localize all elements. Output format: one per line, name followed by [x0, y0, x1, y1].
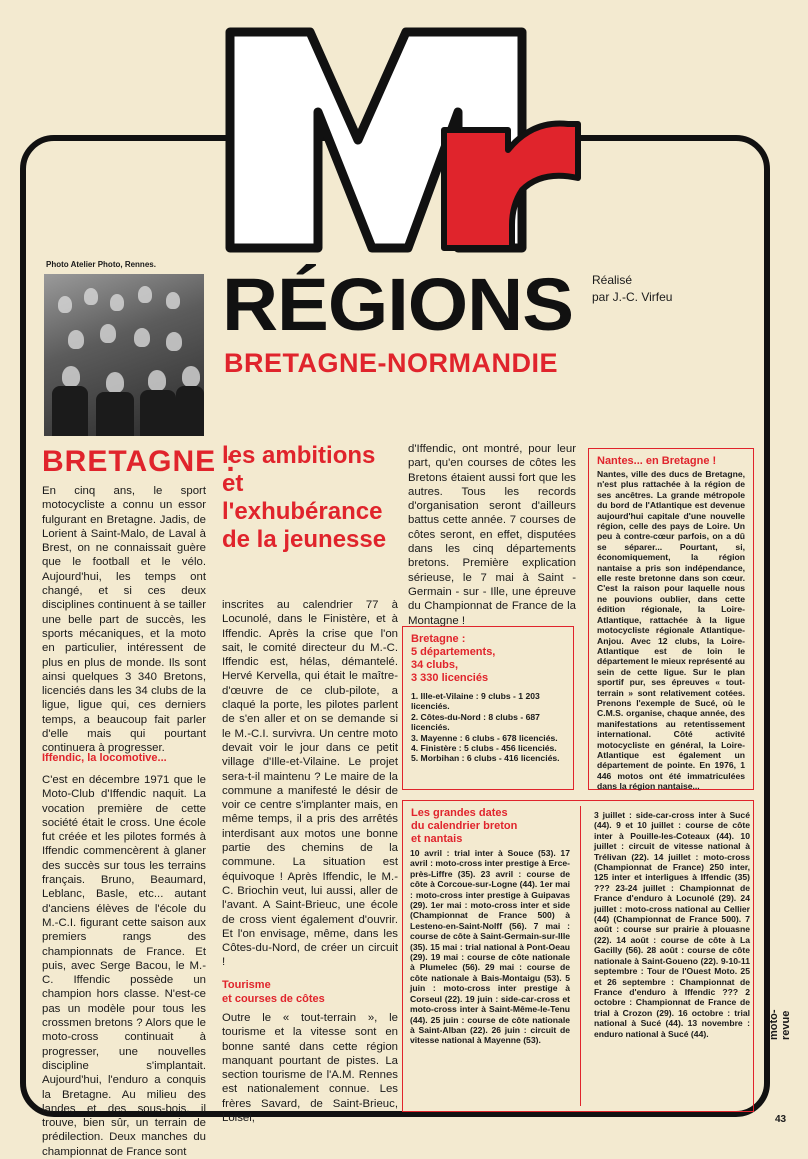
- stats-heading-line: 3 330 licenciés: [411, 672, 489, 684]
- region-subtitle: BRETAGNE-NORMANDIE: [224, 348, 558, 378]
- stats-item: 1. Ille-et-Vilaine : 9 clubs - 1 203 licenciés.: [411, 691, 540, 712]
- column2-paragraph: inscrites au calendrier 77 à Locunolé, dans le Finistère, et à Iffendic. Après la crise que l'on sait, le comité directeur du M.-C. Iffendic est, hélas, démantelé. Hervé Kervella, qui était le maître-d'œuvre de ce club-pilote, a claqué la porte, les pilotes parlent de s'en aller et on se demande si le M.-C.I. survivra. Un centre moto devait voir le jour dans ce petit village d'Ille-et-Vilaine. Le projet sera-t-il maintenu ? Le maire de la commune a manifesté le désir de voir ce centre s'implanter mais, en même temps, il a pris des arrêtés interdisant aux motos une bonne partie des chemins de la commune. La situation est équivoque ! Après Iffendic, le M.-C. Briochin veut, lui aussi, aller de l'avant. A Saint-Brieuc, une école de cross vient également d'ouvrir. Et l'on envisage, même, dans les Côtes-du-Nord, de créer un circuit !: [222, 599, 398, 969]
- page-number: 43: [775, 1114, 787, 1125]
- photo-credit: Photo Atelier Photo, Rennes.: [46, 260, 156, 269]
- tourisme-paragraph: Outre le « tout-terrain », le tourisme et la vitesse sont en bonne santé dans cette région manquant pourtant de pistes. La section tourisme de l'A.M. Rennes est nationalement connue. Les frères Savard, de Saint-Brieuc, Loisel,: [222, 1012, 398, 1125]
- magazine-name: moto-revue: [768, 1009, 792, 1040]
- stats-heading-line: 34 clubs,: [411, 659, 459, 671]
- subheading-line: et courses de côtes: [222, 993, 325, 1005]
- dates-divider: [580, 806, 581, 1106]
- dates-title-line: du calendrier breton: [411, 820, 518, 832]
- page-title: RÉGIONS: [222, 263, 573, 346]
- mr-logo: [222, 20, 584, 265]
- author-credit: [592, 272, 672, 306]
- section-title: BRETAGNE :: [42, 445, 237, 478]
- column3-paragraph: d'Iffendic, ont montré, pour leur part, qu'en courses de côtes les Bretons étaient aussi fort que les autres. Tous les records d'organisation seront d'ailleurs battus cette année. 7 courses de côtes seront, en effet, disputées dans les cinq départements bretons. Première explication sérieuse, le 7 mai à Saint - Germain - sur - Ille, une épreuve du Championnat de France de la Montagne !: [408, 443, 576, 627]
- stats-box: [402, 626, 574, 790]
- stats-item: 2. Côtes-du-Nord : 8 clubs - 687 licenciés.: [411, 711, 540, 733]
- stats-heading: [411, 633, 565, 685]
- stats-item: 3. Mayenne : 6 clubs - 678 licenciés.: [411, 732, 558, 743]
- article-headline: les ambitions et l'exhubérance de la jeunesse: [222, 442, 387, 553]
- stats-item: 5. Morbihan : 6 clubs - 416 licenciés.: [411, 753, 560, 764]
- dates-list-left: 10 avril : trial inter à Souce (53). 17 avril : moto-cross inter prestige à Erce-près-Liffre (35). 23 avril : course de côte à Corcoue-sur-Logne (44). 1er mai : moto-cross inter prestige à Guipavas (29). 1er mai : moto-cross inter et side (Championnat de France 500) à Lesteno-en-Saint-Nolff (56). 7 mai : course de côte à Saint-Germain-sur-Ille (35). 15 mai : trial national à Pont-Oeau (29). 19 mai : course de côte nationale à Plumelec (56). 29 mai : course de côte nationale à Bais-Montaigu (53). 5 juin : moto-cross inter prestige à Corseul (22). 19 juin : side-car-cross et moto-cross inter à Saint-Même-le-Tenu (44). 25 juin : course de côte nationale à Saint-Alban (22). 26 juin : circuit de vitesse national à Mayenne (53).: [410, 848, 570, 1046]
- subheading-line: Tourisme: [222, 979, 271, 991]
- nantes-title: Nantes... en Bretagne !: [597, 455, 717, 467]
- subheading-tourisme: [222, 978, 325, 1006]
- stats-heading-line: Bretagne :: [411, 633, 466, 645]
- nantes-box: [588, 448, 754, 790]
- dates-title-line: Les grandes dates: [411, 807, 508, 819]
- intro-paragraph: En cinq ans, le sport motocycliste a connu un essor fulgurant en Bretagne. Jadis, de Lorient à Saint-Malo, de Laval à Brest, on ne connaissait guère que le football et le vélo. Aujourd'hui, les temps ont changé, et si ces deux disciplines continuent à se tailler une belle part de succès, les sports mécaniques, et la moto en particulier, intéressent de plus en plus de monde. Ils sont ainsi quelques 3 340 Bretons, licenciés dans les 34 clubs de la ligue, ligue qui, ces derniers temps, a beaucoup fait parler d'elle mais qui pourtant continuera à progresser.: [42, 485, 206, 755]
- stats-heading-line: 5 départements,: [411, 646, 496, 658]
- dates-title-line: et nantais: [411, 833, 463, 845]
- subheading-iffendic: Iffendic, la locomotive...: [42, 752, 167, 764]
- credit-line: Réalisé: [592, 273, 633, 287]
- iffendic-paragraph: C'est en décembre 1971 que le Moto-Club d'Iffendic naquit. La vocation première de cette société était le cross. Une école fut créée et les pilotes formés à Iffendic commencèrent à glaner des succès sur tous les terrains français. Bruno, Beaumard, Leblanc, Basle, etc... autant d'anciens élèves de l'école du M.-C.I. figurant cette saison aux premiers rangs des championnats de France. Et puis, avec Serge Bacou, le M.-C. Iffendic possède un champion hors classe. N'est-ce pas un modèle pour tous les crossmen bretons ? Alors que le moto-cross continuait à progresser, une nouvelles discipline s'implantait. Aujourd'hui, l'enduro a conquis la Bretagne. Au milieu des landes et des sous-bois, il trouve, bien sûr, un terrain de prédilection. Deux manches du championnat de France sont: [42, 774, 206, 1158]
- credit-author: par J.-C. Virfeu: [592, 290, 673, 304]
- dates-list-right: 3 juillet : side-car-cross inter à Sucé (44). 9 et 10 juillet : course de côte inter à Pouille-les-Coteaux (44). 10 juillet : circuit de vitesse national à Trélivan (22). 14 juillet : moto-cross (Championnat de France) 250 inter, 125 inter et interligues à Iffendic (35) ??? 23-24 juillet : Championnat de France d'enduro à Locunolé (29). 24 juillet : moto-cross national au Cellier (44) (Championnat de France 500). 7 août : course sur prairie à plouasne (22). 14 août : course de côte à La Gacilly (56). 28 août : course de côte nationale à Saint-Goueno (22). 9-10-11 septembre : Tour de l'Ouest Moto. 25 et 26 septembre : Championnat de France d'enduro à Iffendic ??? 2 octobre : Championnat de France de trial à Crozon (29). 16 octobre : trial national à Sucé (44). 13 novembre : enduro national à Sucé (44).: [594, 810, 750, 1039]
- nantes-text: Nantes, ville des ducs de Bretagne, n'est plus rattachée à la région de ses ancêtres. La grande métropole du bord de l'Atlantique est devenue aujourd'hui capitale d'une nouvelle région, celle des pays de Loire. Un peu à contre-cœur parfois, on a dû se séparer... Pourtant, si, économiquement, la région nantaise a pris son indépendance, elle reste bretonne dans son cœur. C'est la raison pour laquelle nous ne pouvions oublier, dans cette édition régionale, la Loire-Atlantique, rattachée à la ligue motocycliste régionale Atlantique-Anjou. Avec 12 clubs, la Loire-Atlantique est de loin le département le mieux représenté au sein de cette ligue. Sur le plan sportif pur, ses épreuves « tout-terrain » sont relativement cotées. Prenons l'exemple de Sucé, où le C.M.S. organise, chaque année, des manifestations au retentissement international. Côté activité motocycliste en général, la Loire-Atlantique est également un département de pointe. En 1976, 1 446 motos ont été immatriculées dans la région nantaise...: [597, 469, 745, 792]
- team-photo: [44, 274, 204, 436]
- stats-item: 4. Finistère : 5 clubs - 456 licenciés.: [411, 743, 557, 754]
